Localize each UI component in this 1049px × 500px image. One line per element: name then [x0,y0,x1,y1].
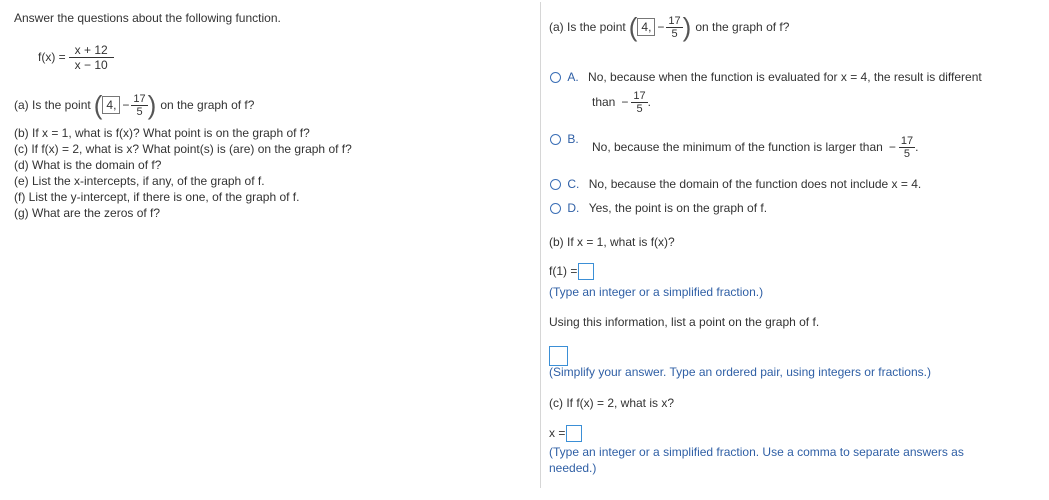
x-hint-line2: needed.) [549,461,597,475]
question-a-left [14,92,254,118]
question-e-left: (e) List the x-intercepts, if any, of the graph of f. [14,174,265,188]
point-fraction [666,15,682,40]
question-a-suffix: on the graph of f? [695,19,790,34]
question-g-left: (g) What are the zeros of f? [14,206,161,220]
point-sign: − [657,19,665,34]
function-numerator: x + 12 [69,43,114,58]
x-answer-row [549,425,582,442]
f1-hint: (Type an integer or a simplified fraction.) [549,285,764,299]
option-b-letter: B. [567,132,579,146]
question-a-right [549,14,789,40]
open-paren: ( [93,90,103,120]
x-answer-input[interactable] [566,425,582,442]
option-a-continuation [592,90,651,115]
option-b-body [592,135,918,160]
point-answer-input[interactable] [549,346,568,366]
option-a-numerator: 17 [633,90,646,102]
point-denominator: 5 [136,105,143,118]
x-label: x = [549,426,566,440]
close-paren: ) [147,90,157,120]
point-numerator: 17 [668,14,681,27]
question-a-prefix: (a) Is the point [14,97,91,112]
f1-answer-input[interactable] [578,263,594,280]
option-d-text: Yes, the point is on the graph of f. [588,201,768,215]
question-b-right: (b) If x = 1, what is f(x)? [549,235,675,249]
option-c-letter: C. [567,177,580,191]
option-b-period: . [915,140,919,154]
point-sign: − [122,97,130,112]
option-a-letter: A. [567,70,579,84]
option-d[interactable] [550,201,767,216]
point-x-value: 4, [637,18,655,36]
function-fraction [69,43,114,72]
question-f-left: (f) List the y-intercept, if there is one, of the graph of f. [14,190,300,204]
close-paren: ) [682,12,692,42]
open-paren: ( [628,12,638,42]
question-d-left: (d) What is the domain of f? [14,158,162,172]
question-a-prefix: (a) Is the point [549,19,626,34]
point-denominator: 5 [671,27,678,40]
option-c[interactable] [550,177,921,192]
point-hint: (Simplify your answer. Type an ordered pair, using integers or fractions.) [549,365,931,379]
option-d-radio[interactable] [550,203,561,214]
option-a-than: than [592,95,616,109]
option-b-denominator: 5 [903,148,911,160]
option-a-fraction [631,90,647,115]
instruction-text: Answer the questions about the following function. [14,11,281,25]
option-b-fraction [899,135,915,160]
f1-label: f(1) = [549,264,578,278]
option-b-text: No, because the minimum of the function is larger than [592,140,883,154]
option-d-letter: D. [567,201,580,215]
x-hint-line1: (Type an integer or a simplified fraction. Use a comma to separate answers as [549,445,964,459]
option-b[interactable] [550,132,579,147]
option-a-period: . [647,95,651,109]
function-denominator: x − 10 [74,58,108,72]
question-b-left: (b) If x = 1, what is f(x)? What point is on the graph of f? [14,126,310,140]
question-c-right: (c) If f(x) = 2, what is x? [549,396,675,410]
point-fraction [131,93,147,118]
option-b-radio[interactable] [550,134,561,145]
question-a-suffix: on the graph of f? [160,97,255,112]
option-b-numerator: 17 [900,135,914,147]
option-a[interactable] [550,70,982,85]
option-a-text: No, because when the function is evaluated for x = 4, the result is different [588,70,982,84]
option-a-radio[interactable] [550,72,561,83]
point-prompt: Using this information, list a point on the graph of f. [549,315,820,329]
option-a-denominator: 5 [636,103,643,115]
option-c-radio[interactable] [550,179,561,190]
option-b-sign: − [888,140,896,154]
f1-answer-row [549,263,594,280]
option-c-text: No, because the domain of the function does not include x = 4. [588,177,922,191]
point-numerator: 17 [133,92,146,105]
option-a-sign: − [621,95,629,109]
function-definition [38,43,114,72]
question-c-left: (c) If f(x) = 2, what is x? What point(s) is (are) on the graph of f? [14,142,352,156]
column-divider [540,2,541,488]
point-x-value: 4, [102,96,120,114]
function-lhs: f(x) = [38,50,66,64]
point-answer-row [549,346,568,366]
